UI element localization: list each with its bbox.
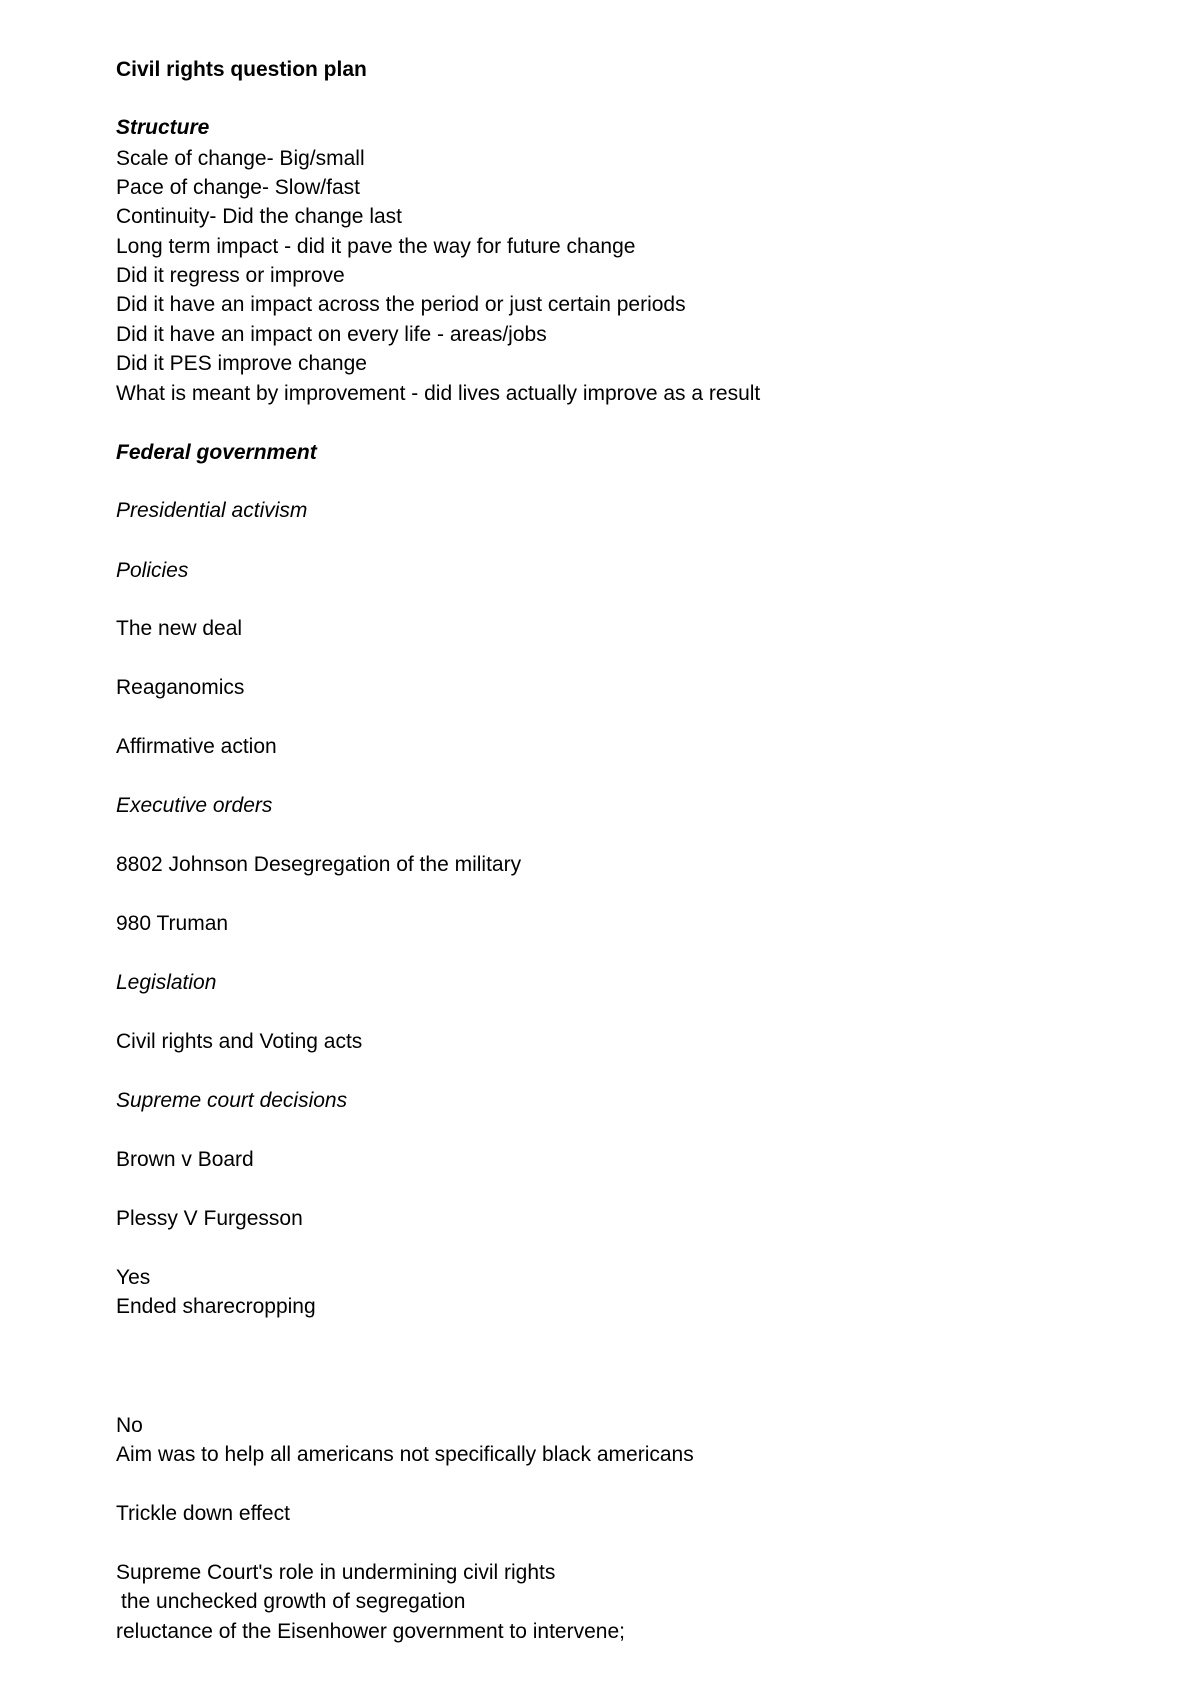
executive-order-item: 8802 Johnson Desegregation of the military: [116, 853, 522, 876]
structure-item: Did it have an impact across the period or just certain periods: [116, 293, 686, 316]
executive-order-item: 980 Truman: [116, 912, 229, 935]
yes-label: Yes: [116, 1266, 151, 1289]
structure-item: Did it PES improve change: [116, 352, 367, 375]
closing-line: the unchecked growth of segregation: [121, 1590, 466, 1613]
structure-item: What is meant by improvement - did lives actually improve as a result: [116, 382, 761, 405]
supreme-court-item: Plessy V Furgesson: [116, 1207, 303, 1230]
federal-government-heading: Federal government: [116, 441, 317, 464]
policy-item: The new deal: [116, 617, 243, 640]
structure-item: Did it regress or improve: [116, 264, 345, 287]
no-point: Aim was to help all americans not specifically black americans: [116, 1443, 694, 1466]
policies-heading: Policies: [116, 559, 189, 582]
executive-orders-heading: Executive orders: [116, 794, 273, 817]
policy-item: Reaganomics: [116, 676, 245, 699]
structure-item: Did it have an impact on every life - areas/jobs: [116, 323, 547, 346]
trickle-down-line: Trickle down effect: [116, 1502, 290, 1525]
structure-heading: Structure: [116, 116, 210, 139]
document-title: Civil rights question plan: [116, 58, 367, 81]
policy-item: Affirmative action: [116, 735, 277, 758]
closing-line: Supreme Court's role in undermining civil rights: [116, 1561, 556, 1584]
structure-item: Continuity- Did the change last: [116, 205, 402, 228]
legislation-heading: Legislation: [116, 971, 217, 994]
structure-item: Pace of change- Slow/fast: [116, 176, 360, 199]
legislation-item: Civil rights and Voting acts: [116, 1030, 363, 1053]
closing-line: reluctance of the Eisenhower government to intervene;: [116, 1620, 625, 1643]
supreme-court-item: Brown v Board: [116, 1148, 254, 1171]
yes-point: Ended sharecropping: [116, 1295, 316, 1318]
structure-item: Long term impact - did it pave the way for future change: [116, 235, 636, 258]
presidential-activism-heading: Presidential activism: [116, 499, 308, 522]
structure-item: Scale of change- Big/small: [116, 147, 365, 170]
supreme-court-heading: Supreme court decisions: [116, 1089, 348, 1112]
no-label: No: [116, 1414, 143, 1437]
